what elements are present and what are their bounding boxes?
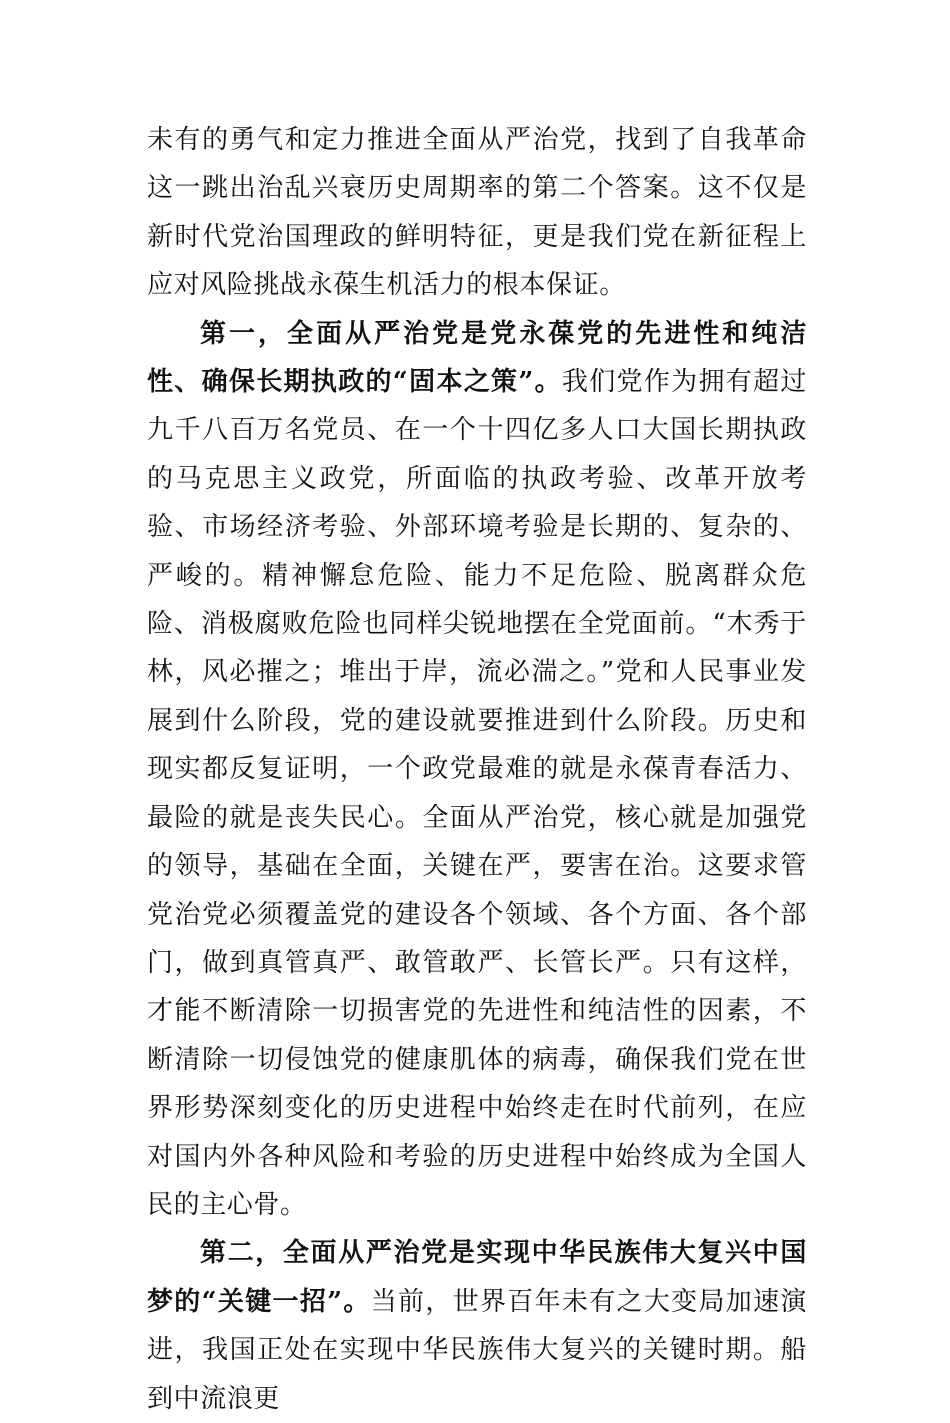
paragraph-second-point-text: 当前，世界百年未有之大变局加速演进，我国正处在实现中华民族伟大复兴的关键时期。船到中流浪更 [147,1286,807,1414]
paragraph-first-point [147,310,807,1230]
paragraph-second-point-heading: 第二，全面从严治党是实现中华民族伟大复兴中国梦的“关键一招”。 [147,1238,807,1317]
paragraph-first-point-text: 我们党作为拥有超过九千八百万名党员、在一个十四亿多人口大国长期执政的马克思主义政党，所面临的执政考验、改革开放考验、市场经济考验、外部环境考验是长期的、复杂的、严峻的。精神懈怠危险、能力不足危险、脱离群众危险、消极腐败危险也同样尖锐地摆在全党面前。“木秀于林，风必摧之；堆出于岸，流必湍之。”党和人民事业发展到什么阶段，党的建设就要推进到什么阶段。历史和现实都反复证明，一个政党最难的就是永葆青春活力、最险的就是丧失民心。全面从严治党，核心就是加强党的领导，基础在全面，关键在严，要害在治。这要求管党治党必须覆盖党的建设各个领域、各个方面、各个部门，做到真管真严、敢管敢严、长管长严。只有这样，才能不断清除一切损害党的先进性和纯洁性的因素，不断清除一切侵蚀党的健康肌体的病毒，确保我们党在世界形势深刻变化的历史进程中始终走在时代前列，在应对国内外各种风险和考验的历史进程中始终成为全国人民的主心骨。 [147,367,807,1220]
paragraph-first-point-heading: 第一，全面从严治党是党永葆党的先进性和纯洁性、确保长期执政的“固本之策”。 [147,318,807,398]
paragraph-second-point [147,1229,807,1423]
paragraph-intro-text: 未有的勇气和定力推进全面从严治党，找到了自我革命这一跳出治乱兴衰历史周期率的第二个答案。这不仅是新时代党治国理政的鲜明特征，更是我们党在新征程上应对风险挑战永葆生机活力的根本保证。 [147,125,807,301]
paragraph-intro [147,116,807,310]
document-page [147,116,807,1423]
